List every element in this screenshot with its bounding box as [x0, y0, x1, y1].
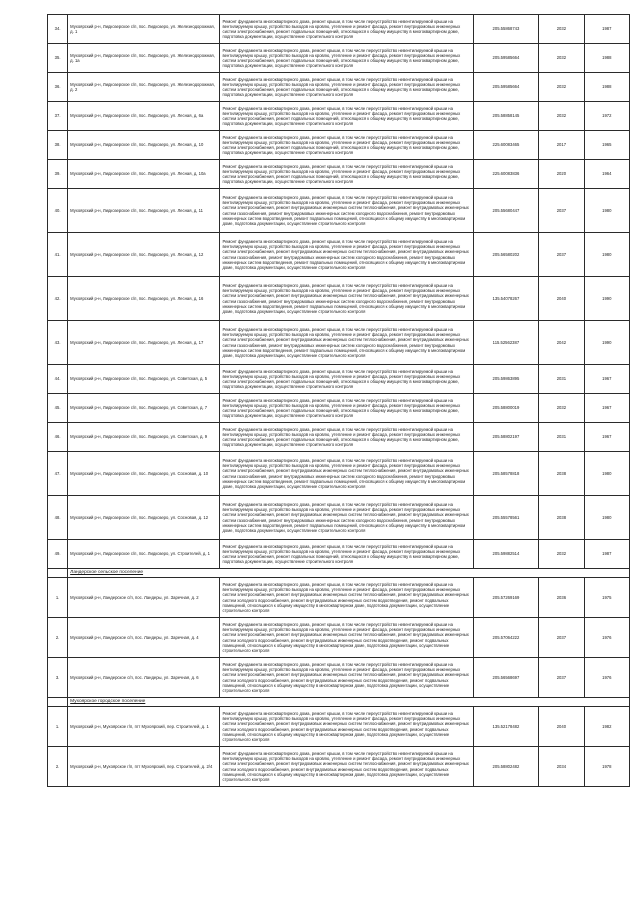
table-row — [48, 189, 630, 233]
built-year-cell: 1978 — [584, 747, 629, 787]
works-list-cell: Ремонт фундамента многоквартирного дома, ремонт крыши, в том числе переустройство невентилируемой крыши на вентилируемую крышу, устройство выходов на кровлю, утепление и ремонт фасада, ремонт внутридомовых инженерных систем электроснабжения, ремонт подвальных помещений, относящихся к общему имуществу в многоквартирном доме, подготовка документации, осуществление строительного контроля — [220, 365, 473, 394]
built-year-cell: 1964 — [584, 160, 629, 189]
built-year-cell: 1980 — [584, 452, 629, 496]
address-cell: Мухоярский р-н, Лидкозерское с/п, пос. Лидкозеро, ул. Советская, д. 7 — [68, 394, 220, 423]
address-cell: Мухоярский р-н, Лидкозерское с/п, пос. Лидкозеро, ул. Лесная, д. 6а — [68, 102, 220, 131]
planned-year-cell: 2031 — [539, 365, 584, 394]
planned-year-cell: 2037 — [539, 618, 584, 658]
cost-value-cell: 205.57269169 — [473, 578, 539, 618]
cost-value-cell: 205.59585664 — [473, 73, 539, 102]
row-number-cell: 47. — [48, 452, 68, 496]
works-list-cell: Ремонт фундамента многоквартирного дома, ремонт крыши, в том числе переустройство невентилируемой крыши на вентилируемую крышу, устройство выходов на кровлю, утепление и ремонт фасада, ремонт внутридомовых инженерных систем электроснабжения, ремонт внутридомовых инженерных систем теплоснабжения, ремонт внутридомовых инженерных систем холодного водоснабжения, ремонт внутридомовых инженерных систем водоотведения, ремонт подвальных помещений, относящихся к общему имуществу в многоквартирном доме, подготовка документации, осуществление строительного контроля — [220, 747, 473, 787]
table-row — [48, 578, 630, 618]
built-year-cell: 1976 — [584, 658, 629, 698]
cost-value-cell: 205.56568697 — [473, 658, 539, 698]
cost-value-cell: 225.60083465 — [473, 131, 539, 160]
planned-year-cell: 2040 — [539, 277, 584, 321]
table-row — [48, 747, 630, 787]
row-number-cell: 34. — [48, 15, 68, 44]
cost-value-cell: 205.59863895 — [473, 365, 539, 394]
works-list-cell: Ремонт фундамента многоквартирного дома, ремонт крыши, в том числе переустройство невентилируемой крыши на вентилируемую крышу, устройство выходов на кровлю, утепление и ремонт фасада, ремонт внутридомовых инженерных систем электроснабжения, ремонт подвальных помещений, относящихся к общему имуществу в многоквартирном доме, подготовка документации, осуществление строительного контроля — [220, 394, 473, 423]
built-year-cell: 1967 — [584, 423, 629, 452]
works-list-cell: Ремонт фундамента многоквартирного дома, ремонт крыши, в том числе переустройство невентилируемой крыши на вентилируемую крышу, устройство выходов на кровлю, утепление и ремонт фасада, ремонт внутридомовых инженерных систем электроснабжения, ремонт подвальных помещений, относящихся к общему имуществу в многоквартирном доме, подготовка документации, осуществление строительного контроля — [220, 423, 473, 452]
address-cell: Мухоярский р-н, Лидкозерское с/п, пос. Лидкозеро, ул. Лесная, д. 12 — [68, 233, 220, 277]
address-cell: Мухоярский р-н, Лидкозерское с/п, пос. Лидкозеро, ул. Лесная, д. 10а — [68, 160, 220, 189]
cost-value-cell: 205.55578561 — [473, 496, 539, 540]
address-cell: Мухоярский р-н, Лидкозерское с/п, пос. Лидкозеро, ул. Лесная, д. 11 — [68, 189, 220, 233]
address-cell: Мухоярский р-н, Лидкозерское с/п, пос. Лидкозеро, ул. Железнодорожная, д. 1 — [68, 15, 220, 44]
row-number-cell: 46. — [48, 423, 68, 452]
address-cell: Мухоярский р-н, Лидкозерское с/п, пос. Лидкозеро, ул. Лесная, д. 17 — [68, 321, 220, 365]
built-year-cell: 1980 — [584, 233, 629, 277]
table-row — [48, 394, 630, 423]
built-year-cell: 1965 — [584, 131, 629, 160]
row-number-cell: 3. — [48, 658, 68, 698]
works-list-cell: Ремонт фундамента многоквартирного дома, ремонт крыши, в том числе переустройство невентилируемой крыши на вентилируемую крышу, устройство выходов на кровлю, утепление и ремонт фасада, ремонт внутридомовых инженерных систем электроснабжения, ремонт внутридомовых инженерных систем теплоснабжения, ремонт внутридомовых инженерных систем холодного водоснабжения, ремонт внутридомовых инженерных систем водоотведения, ремонт подвальных помещений, относящихся к общему имуществу в многоквартирном доме, подготовка документации, осуществление строительного контроля — [220, 658, 473, 698]
table-row — [48, 321, 630, 365]
cost-value-cell: 205.57064222 — [473, 618, 539, 658]
table-row — [48, 44, 630, 73]
works-list-cell: Ремонт фундамента многоквартирного дома, ремонт крыши, в том числе переустройство невентилируемой крыши на вентилируемую крышу, устройство выходов на кровлю, утепление и ремонт фасада, ремонт внутридомовых инженерных систем электроснабжения, ремонт подвальных помещений, относящихся к общему имуществу в многоквартирном доме, подготовка документации, осуществление строительного контроля — [220, 102, 473, 131]
cost-value-cell: 115.52562387 — [473, 321, 539, 365]
address-cell: Мухоярский р-н, Мухоярское г/п, пгт Мухоярский, пер. Строителей, д. 2/4 — [68, 747, 220, 787]
table-row — [48, 277, 630, 321]
works-list-cell: Ремонт фундамента многоквартирного дома, ремонт крыши, в том числе переустройство невентилируемой крыши на вентилируемую крышу, устройство выходов на кровлю, утепление и ремонт фасада, ремонт внутридомовых инженерных систем электроснабжения, ремонт внутридомовых инженерных систем теплоснабжения, ремонт внутридомовых инженерных систем газоснабжения, ремонт внутридомовых инженерных систем холодного водоснабжения, ремонт внутридомовых инженерных систем водоотведения, ремонт подвальных помещений, относящихся к общему имуществу в многоквартирном доме, подготовка документации, осуществление строительного контроля — [220, 277, 473, 321]
row-number-cell: 43. — [48, 321, 68, 365]
works-list-cell: Ремонт фундамента многоквартирного дома, ремонт крыши, в том числе переустройство невентилируемой крыши на вентилируемую крышу, устройство выходов на кровлю, утепление и ремонт фасада, ремонт внутридомовых инженерных систем электроснабжения, ремонт подвальных помещений, относящихся к общему имуществу в многоквартирном доме, подготовка документации, осуществление строительного контроля — [220, 44, 473, 73]
planned-year-cell: 2031 — [539, 423, 584, 452]
works-list-cell: Ремонт фундамента многоквартирного дома, ремонт крыши, в том числе переустройство невентилируемой крыши на вентилируемую крышу, устройство выходов на кровлю, утепление и ремонт фасада, ремонт внутридомовых инженерных систем электроснабжения, ремонт внутридомовых инженерных систем теплоснабжения, ремонт внутридомовых инженерных систем холодного водоснабжения, ремонт внутридомовых инженерных систем водоотведения, ремонт подвальных помещений, относящихся к общему имуществу в многоквартирном доме, подготовка документации, осуществление строительного контроля — [220, 618, 473, 658]
address-cell: Мухоярский р-н, Лидкозерское с/п, пос. Лидкозеро, ул. Сосновая, д. 10 — [68, 452, 220, 496]
row-number-cell: 36. — [48, 73, 68, 102]
built-year-cell: 1990 — [584, 321, 629, 365]
row-number-cell: 42. — [48, 277, 68, 321]
capital-repair-table — [47, 14, 630, 787]
address-cell: Мухоярский р-н, Лидкозерское с/п, пос. Лидкозеро, ул. Строителей, д. 1 — [68, 540, 220, 569]
address-cell: Мухоярский р-н, Мухоярское г/п, пгт Мухоярский, пер. Строителей, д. 1 — [68, 707, 220, 747]
planned-year-cell: 2032 — [539, 540, 584, 569]
planned-year-cell: 2036 — [539, 578, 584, 618]
planned-year-cell: 2032 — [539, 394, 584, 423]
table-row — [48, 160, 630, 189]
section-spacer-cell — [48, 698, 68, 707]
table-row — [48, 707, 630, 747]
table-body — [48, 15, 630, 787]
address-cell: Мухоярский р-н, Лидкозерское с/п, пос. Лидкозеро, ул. Лесная, д. 10 — [68, 131, 220, 160]
row-number-cell: 40. — [48, 189, 68, 233]
cost-value-cell: 135.52178482 — [473, 707, 539, 747]
planned-year-cell: 2017 — [539, 131, 584, 160]
built-year-cell: 1987 — [584, 540, 629, 569]
built-year-cell: 1967 — [584, 365, 629, 394]
planned-year-cell: 2032 — [539, 15, 584, 44]
table-row — [48, 618, 630, 658]
works-list-cell: Ремонт фундамента многоквартирного дома, ремонт крыши, в том числе переустройство невентилируемой крыши на вентилируемую крышу, устройство выходов на кровлю, утепление и ремонт фасада, ремонт внутридомовых инженерных систем электроснабжения, ремонт подвальных помещений, относящихся к общему имуществу в многоквартирном доме, подготовка документации, осуществление строительного контроля — [220, 73, 473, 102]
row-number-cell: 39. — [48, 160, 68, 189]
table-row — [48, 423, 630, 452]
cost-value-cell: 205.59585664 — [473, 44, 539, 73]
works-list-cell: Ремонт фундамента многоквартирного дома, ремонт крыши, в том числе переустройство невентилируемой крыши на вентилируемую крышу, устройство выходов на кровлю, утепление и ремонт фасада, ремонт внутридомовых инженерных систем электроснабжения, ремонт внутридомовых инженерных систем теплоснабжения, ремонт внутридомовых инженерных систем холодного водоснабжения, ремонт внутридомовых инженерных систем водоотведения, ремонт подвальных помещений, относящихся к общему имуществу в многоквартирном доме, подготовка документации, осуществление строительного контроля — [220, 578, 473, 618]
row-number-cell: 2. — [48, 618, 68, 658]
row-number-cell: 44. — [48, 365, 68, 394]
built-year-cell: 1988 — [584, 73, 629, 102]
cost-value-cell: 205.58802197 — [473, 423, 539, 452]
row-number-cell: 1. — [48, 707, 68, 747]
planned-year-cell: 2020 — [539, 160, 584, 189]
works-list-cell: Ремонт фундамента многоквартирного дома, ремонт крыши, в том числе переустройство невентилируемой крыши на вентилируемую крышу, устройство выходов на кровлю, утепление и ремонт фасада, ремонт внутридомовых инженерных систем электроснабжения, ремонт внутридомовых инженерных систем теплоснабжения, ремонт внутридомовых инженерных систем газоснабжения, ремонт внутридомовых инженерных систем холодного водоснабжения, ремонт внутридомовых инженерных систем водоотведения, ремонт подвальных помещений, относящихся к общему имуществу в многоквартирном доме, подготовка документации, осуществление строительного контроля — [220, 452, 473, 496]
cost-value-cell: 205.58802482 — [473, 747, 539, 787]
cost-value-cell: 205.59882514 — [473, 540, 539, 569]
table-row — [48, 658, 630, 698]
row-number-cell: 37. — [48, 102, 68, 131]
cost-value-cell: 225.60083836 — [473, 160, 539, 189]
planned-year-cell: 2038 — [539, 452, 584, 496]
works-list-cell: Ремонт фундамента многоквартирного дома, ремонт крыши, в том числе переустройство невентилируемой крыши на вентилируемую крышу, устройство выходов на кровлю, утепление и ремонт фасада, ремонт внутридомовых инженерных систем электроснабжения, ремонт внутридомовых инженерных систем теплоснабжения, ремонт внутридомовых инженерных систем газоснабжения, ремонт внутридомовых инженерных систем холодного водоснабжения, ремонт внутридомовых инженерных систем водоотведения, ремонт подвальных помещений, относящихся к общему имуществу в многоквартирном доме, подготовка документации, осуществление строительного контроля — [220, 233, 473, 277]
row-number-cell: 38. — [48, 131, 68, 160]
cost-value-cell: 205.56580202 — [473, 233, 539, 277]
built-year-cell: 1976 — [584, 618, 629, 658]
address-cell: Мухоярский р-н, Лидкозерское с/п, пос. Лидкозеро, ул. Советская, д. 5 — [68, 365, 220, 394]
section-row — [48, 698, 630, 707]
built-year-cell: 1980 — [584, 496, 629, 540]
works-list-cell: Ремонт фундамента многоквартирного дома, ремонт крыши, в том числе переустройство невентилируемой крыши на вентилируемую крышу, устройство выходов на кровлю, утепление и ремонт фасада, ремонт внутридомовых инженерных систем электроснабжения, ремонт внутридомовых инженерных систем теплоснабжения, ремонт внутридомовых инженерных систем газоснабжения, ремонт внутридомовых инженерных систем холодного водоснабжения, ремонт внутридомовых инженерных систем водоотведения, ремонт подвальных помещений, относящихся к общему имуществу в многоквартирном доме, подготовка документации, осуществление строительного контроля — [220, 321, 473, 365]
built-year-cell: 1980 — [584, 189, 629, 233]
cost-value-cell: 205.58800019 — [473, 394, 539, 423]
works-list-cell: Ремонт фундамента многоквартирного дома, ремонт крыши, в том числе переустройство невентилируемой крыши на вентилируемую крышу, устройство выходов на кровлю, утепление и ремонт фасада, ремонт внутридомовых инженерных систем электроснабжения, ремонт внутридомовых инженерных систем теплоснабжения, ремонт внутридомовых инженерных систем газоснабжения, ремонт внутридомовых инженерных систем холодного водоснабжения, ремонт внутридомовых инженерных систем водоотведения, ремонт подвальных помещений, относящихся к общему имуществу в многоквартирном доме, подготовка документации, осуществление строительного контроля — [220, 189, 473, 233]
works-list-cell: Ремонт фундамента многоквартирного дома, ремонт крыши, в том числе переустройство невентилируемой крыши на вентилируемую крышу, устройство выходов на кровлю, утепление и ремонт фасада, ремонт внутридомовых инженерных систем электроснабжения, ремонт внутридомовых инженерных систем теплоснабжения, ремонт внутридомовых инженерных систем газоснабжения, ремонт внутридомовых инженерных систем холодного водоснабжения, ремонт внутридомовых инженерных систем водоотведения, ремонт подвальных помещений, относящихся к общему имуществу в многоквартирном доме, подготовка документации, осуществление строительного контроля — [220, 496, 473, 540]
built-year-cell: 1967 — [584, 394, 629, 423]
table-row — [48, 73, 630, 102]
row-number-cell: 45. — [48, 394, 68, 423]
planned-year-cell: 2032 — [539, 102, 584, 131]
address-cell: Мухоярский р-н, Ландерское с/п, пос. Ландеры, ул. Заречная, д. 4 — [68, 618, 220, 658]
address-cell: Мухоярский р-н, Ландерское с/п, пос. Ландеры, ул. Заречная, д. 2 — [68, 578, 220, 618]
cost-value-cell: 135.54078267 — [473, 277, 539, 321]
row-number-cell: 2. — [48, 747, 68, 787]
built-year-cell: 1972 — [584, 102, 629, 131]
address-cell: Мухоярский р-н, Лидкозерское с/п, пос. Лидкозеро, ул. Железнодорожная, д. 2 — [68, 73, 220, 102]
planned-year-cell: 2037 — [539, 189, 584, 233]
row-number-cell: 48. — [48, 496, 68, 540]
cost-value-cell: 205.55680447 — [473, 189, 539, 233]
built-year-cell: 1990 — [584, 277, 629, 321]
works-list-cell: Ремонт фундамента многоквартирного дома, ремонт крыши, в том числе переустройство невентилируемой крыши на вентилируемую крышу, устройство выходов на кровлю, утепление и ремонт фасада, ремонт внутридомовых инженерных систем электроснабжения, ремонт подвальных помещений, относящихся к общему имуществу в многоквартирном доме, подготовка документации, осуществление строительного контроля — [220, 540, 473, 569]
built-year-cell: 1987 — [584, 15, 629, 44]
section-spacer-cell — [48, 569, 68, 578]
table-row — [48, 102, 630, 131]
planned-year-cell: 2034 — [539, 747, 584, 787]
works-list-cell: Ремонт фундамента многоквартирного дома, ремонт крыши, в том числе переустройство невентилируемой крыши на вентилируемую крышу, устройство выходов на кровлю, утепление и ремонт фасада, ремонт внутридомовых инженерных систем электроснабжения, ремонт подвальных помещений, относящихся к общему имуществу в многоквартирном доме, подготовка документации, осуществление строительного контроля — [220, 15, 473, 44]
address-cell: Мухоярский р-н, Лидкозерское с/п, пос. Лидкозеро, ул. Сосновая, д. 12 — [68, 496, 220, 540]
table-row — [48, 540, 630, 569]
cost-value-cell: 205.58578818 — [473, 452, 539, 496]
address-cell: Мухоярский р-н, Лидкозерское с/п, пос. Лидкозеро, ул. Советская, д. 9 — [68, 423, 220, 452]
works-list-cell: Ремонт фундамента многоквартирного дома, ремонт крыши, в том числе переустройство невентилируемой крыши на вентилируемую крышу, устройство выходов на кровлю, утепление и ремонт фасада, ремонт внутридомовых инженерных систем электроснабжения, ремонт подвальных помещений, относящихся к общему имуществу в многоквартирном доме, подготовка документации, осуществление строительного контроля — [220, 160, 473, 189]
address-cell: Мухоярский р-н, Ландерское с/п, пос. Ландеры, ул. Заречная, д. 6 — [68, 658, 220, 698]
works-list-cell: Ремонт фундамента многоквартирного дома, ремонт крыши, в том числе переустройство невентилируемой крыши на вентилируемую крышу, устройство выходов на кровлю, утепление и ремонт фасада, ремонт внутридомовых инженерных систем электроснабжения, ремонт подвальных помещений, относящихся к общему имуществу в многоквартирном доме, подготовка документации, осуществление строительного контроля — [220, 131, 473, 160]
cost-value-cell: 205.58858145 — [473, 102, 539, 131]
table-row — [48, 15, 630, 44]
row-number-cell: 35. — [48, 44, 68, 73]
built-year-cell: 1975 — [584, 578, 629, 618]
row-number-cell: 41. — [48, 233, 68, 277]
table-row — [48, 233, 630, 277]
planned-year-cell: 2032 — [539, 73, 584, 102]
planned-year-cell: 2032 — [539, 44, 584, 73]
section-title: Мухоярское городское поселение — [68, 698, 630, 707]
section-title: Ландерское сельское поселение — [68, 569, 630, 578]
planned-year-cell: 2038 — [539, 496, 584, 540]
cost-value-cell: 205.55868743 — [473, 15, 539, 44]
row-number-cell: 1. — [48, 578, 68, 618]
address-cell: Мухоярский р-н, Лидкозерское с/п, пос. Лидкозеро, ул. Железнодорожная, д. 1а — [68, 44, 220, 73]
table-row — [48, 131, 630, 160]
planned-year-cell: 2042 — [539, 321, 584, 365]
address-cell: Мухоярский р-н, Лидкозерское с/п, пос. Лидкозеро, ул. Лесная, д. 16 — [68, 277, 220, 321]
table-row — [48, 496, 630, 540]
works-list-cell: Ремонт фундамента многоквартирного дома, ремонт крыши, в том числе переустройство невентилируемой крыши на вентилируемую крышу, устройство выходов на кровлю, утепление и ремонт фасада, ремонт внутридомовых инженерных систем электроснабжения, ремонт внутридомовых инженерных систем теплоснабжения, ремонт внутридомовых инженерных систем холодного водоснабжения, ремонт внутридомовых инженерных систем водоотведения, ремонт подвальных помещений, относящихся к общему имуществу в многоквартирном доме, подготовка документации, осуществление строительного контроля — [220, 707, 473, 747]
built-year-cell: 1988 — [584, 44, 629, 73]
row-number-cell: 49. — [48, 540, 68, 569]
table-row — [48, 452, 630, 496]
planned-year-cell: 2037 — [539, 658, 584, 698]
planned-year-cell: 2037 — [539, 233, 584, 277]
table-row — [48, 365, 630, 394]
section-row — [48, 569, 630, 578]
planned-year-cell: 2040 — [539, 707, 584, 747]
built-year-cell: 1982 — [584, 707, 629, 747]
